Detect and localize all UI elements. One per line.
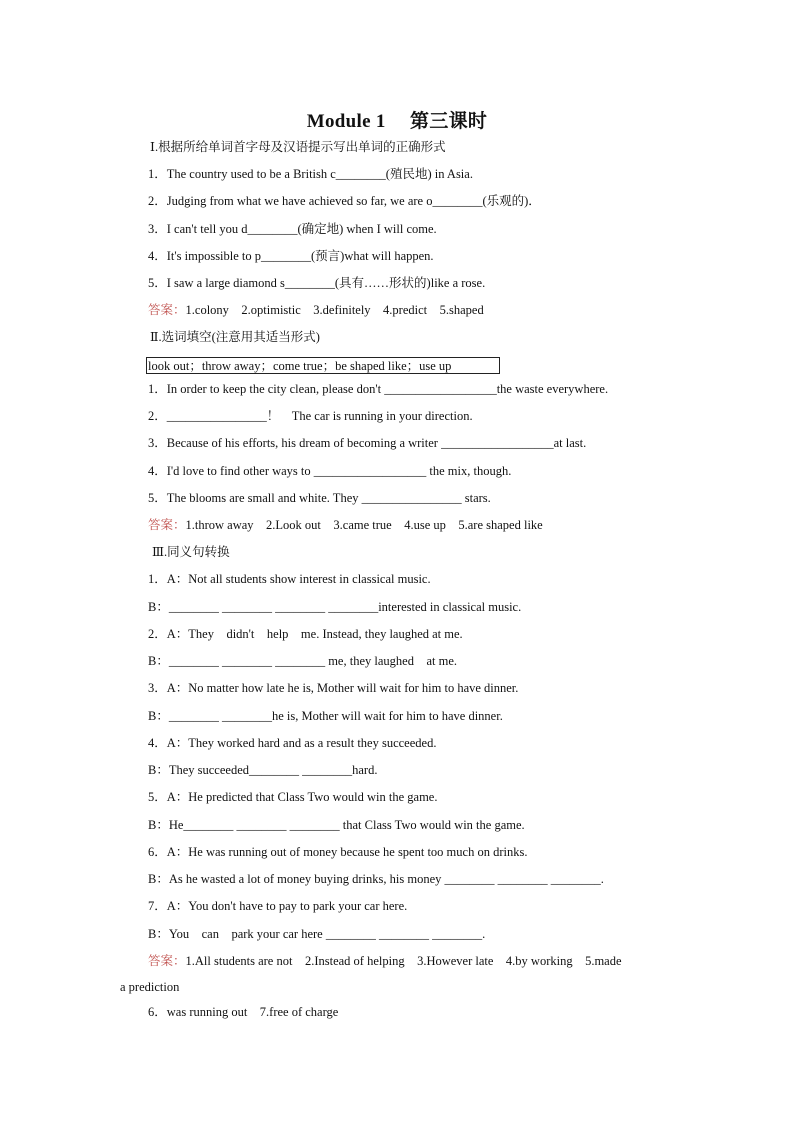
part1-item-1: 1．The country used to be a British c________(殖民地) in Asia. (148, 167, 473, 181)
answer-label: 答案： (148, 954, 186, 968)
part3-line-2a: 2．A：They didn't help me. Instead, they laughed at me. (148, 627, 463, 641)
part3-line-6a: 6．A：He was running out of money because he spent too much on drinks. (148, 845, 528, 859)
answer-label: 答案： (148, 303, 186, 317)
part3-heading: Ⅲ.同义句转换 (152, 545, 230, 559)
part3-answer-text: 1.All students are not 2.Instead of helping 3.However late 4.by working 5.made (185, 954, 622, 968)
part1-item-5: 5．I saw a large diamond s________(具有……形状的)like a rose. (148, 276, 486, 290)
part2-heading: Ⅱ.选词填空(注意用其适当形式) (150, 330, 320, 344)
part3-line-1a: 1．A：Not all students show interest in classical music. (148, 572, 431, 586)
part3-line-6b: B：As he wasted a lot of money buying drinks, his money ________ ________ ________. (148, 872, 604, 886)
part3-line-5a: 5．A：He predicted that Class Two would win the game. (148, 790, 438, 804)
part3-answer-line-1 (148, 953, 622, 969)
part1-item-2: 2．Judging from what we have achieved so far, we are o________(乐观的)． (148, 194, 541, 208)
part3-line-7b: B：You can park your car here ________ ________ ________. (148, 927, 486, 941)
word-bank-box: look out；throw away；come true；be shaped like；use up (146, 357, 500, 374)
part1-item-4: 4．It's impossible to p________(预言)what will happen. (148, 249, 434, 263)
part3-line-4a: 4．A：They worked hard and as a result they succeeded. (148, 736, 437, 750)
part3-line-5b: B：He________ ________ ________ that Class Two would win the game. (148, 818, 525, 832)
part3-line-3a: 3．A：No matter how late he is, Mother will wait for him to have dinner. (148, 681, 519, 695)
part2-item-3: 3．Because of his efforts, his dream of becoming a writer __________________at last. (148, 436, 587, 450)
page-title: Module 1 第三课时 (306, 111, 488, 132)
part2-item-2: 2．________________！ The car is running in your direction. (148, 409, 473, 423)
part3-line-7a: 7．A：You don't have to pay to park your car here. (148, 899, 408, 913)
part1-answer (148, 302, 484, 318)
part3-line-2b: B：________ ________ ________ me, they laughed at me. (148, 654, 457, 668)
part2-item-1: 1．In order to keep the city clean, please don't __________________the waste everywhere. (148, 382, 609, 396)
part2-item-5: 5．The blooms are small and white. They ________________ stars. (148, 491, 491, 505)
part1-heading: Ⅰ.根据所给单词首字母及汉语提示写出单词的正确形式 (150, 140, 446, 154)
part3-answer-line-3: 6．was running out 7.free of charge (148, 1005, 339, 1019)
part2-item-4: 4．I'd love to find other ways to __________________ the mix, though. (148, 464, 512, 478)
part3-line-4b: B：They succeeded________ ________hard. (148, 763, 378, 777)
part2-answer-text: 1.throw away 2.Look out 3.came true 4.use up 5.are shaped like (185, 518, 543, 532)
part3-line-3b: B：________ ________he is, Mother will wait for him to have dinner. (148, 709, 503, 723)
part1-answer-text: 1.colony 2.optimistic 3.definitely 4.predict 5.shaped (185, 303, 484, 317)
answer-label: 答案： (148, 518, 186, 532)
part1-item-3: 3．I can't tell you d________(确定地) when I will come. (148, 222, 437, 236)
part3-answer-line-2: a prediction (120, 980, 180, 994)
part2-answer (148, 517, 543, 533)
part3-line-1b: B：________ ________ ________ ________interested in classical music. (148, 600, 522, 614)
